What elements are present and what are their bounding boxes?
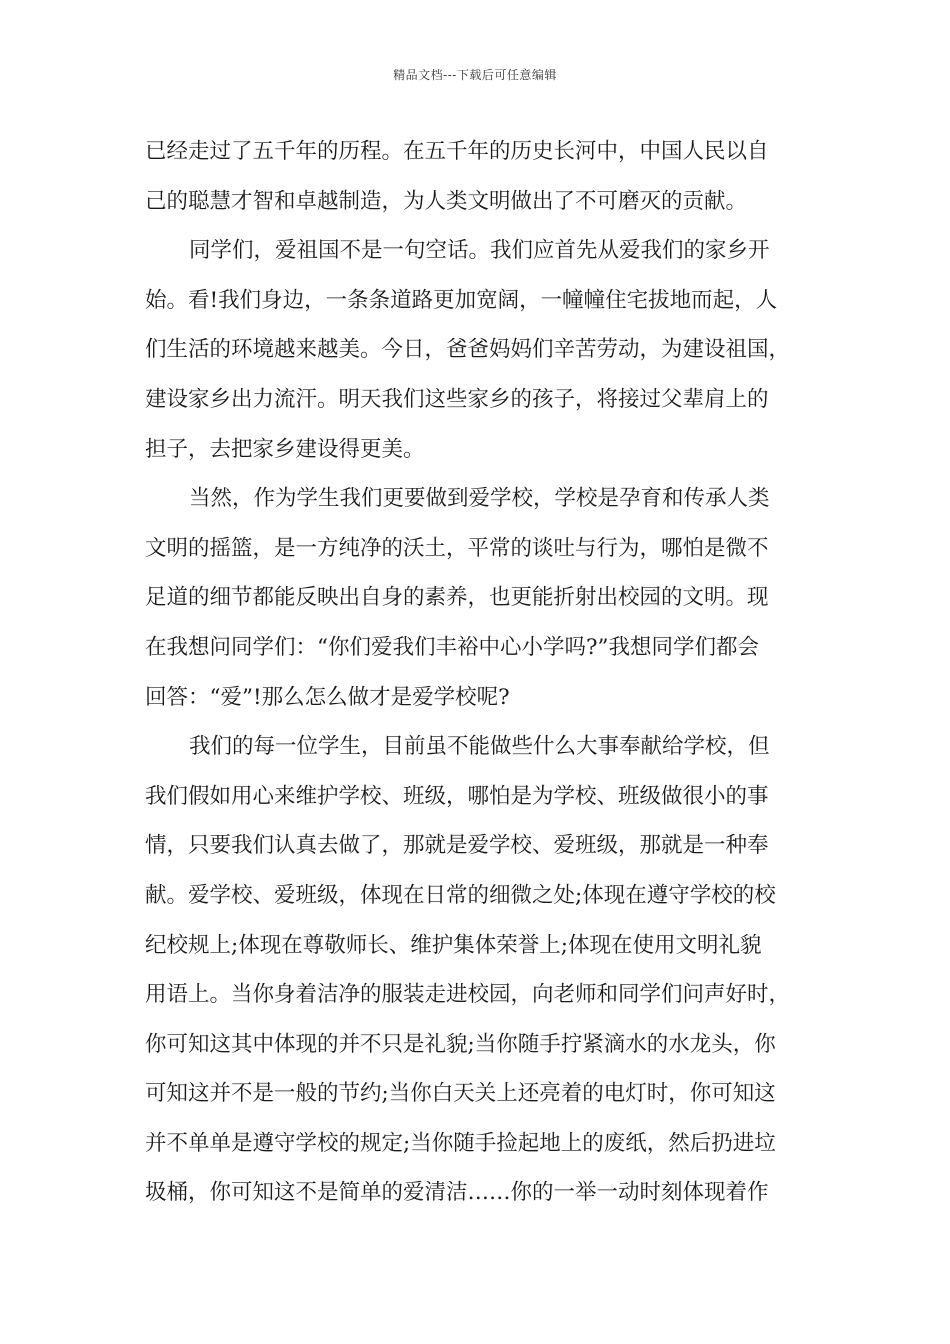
text-line: 纪校规上;体现在尊敬师长、维护集体荣誉上;体现在使用文明礼貌 <box>145 932 762 958</box>
text-line: 回答：“爱”!那么怎么做才是爱学校呢? <box>145 684 510 710</box>
text-line: 献。爱学校、爱班级，体现在日常的细微之处;体现在遵守学校的校 <box>145 882 776 908</box>
text-line: 同学们，爱祖国不是一句空话。我们应首先从爱我们的家乡开 <box>189 238 770 264</box>
text-line: 担子，去把家乡建设得更美。 <box>145 436 425 462</box>
text-line: 当然，作为学生我们更要做到爱学校，学校是孕育和传承人类 <box>189 486 770 512</box>
paragraph-3 <box>145 474 807 722</box>
paragraph-2 <box>145 226 807 474</box>
paragraph-1 <box>145 127 807 226</box>
text-line: 并不单单是遵守学校的规定;当你随手捡起地上的废纸，然后扔进垃 <box>145 1130 776 1156</box>
text-line: 用语上。当你身着洁净的服装走进校园，向老师和同学们问声好时， <box>145 982 791 1008</box>
text-line: 建设家乡出力流汗。明天我们这些家乡的孩子，将接过父辈肩上的 <box>145 386 769 412</box>
text-line: 始。看!我们身边，一条条道路更加宽阔，一幢幢住宅拔地而起，人 <box>145 287 778 313</box>
page-header: 精品文档---下载后可任意编辑 <box>393 68 557 82</box>
document-body <box>145 127 807 1218</box>
text-line: 在我想问同学们：“你们爱我们丰裕中心小学吗?”我想同学们都会 <box>145 634 760 660</box>
text-line: 圾桶，你可知这不是简单的爱清洁……你的一举一动时刻体现着作 <box>145 1180 769 1206</box>
text-line: 已经走过了五千年的历程。在五千年的历史长河中，中国人民以自 <box>145 139 769 164</box>
paragraph-4 <box>145 722 807 1218</box>
text-line: 你可知这其中体现的并不只是礼貌;当你随手拧紧滴水的水龙头，你 <box>145 1031 776 1057</box>
text-line: 我们假如用心来维护学校、班级，哪怕是为学校、班级做很小的事 <box>145 783 769 809</box>
text-line: 可知这并不是一般的节约;当你白天关上还亮着的电灯时，你可知这 <box>145 1081 776 1107</box>
text-line: 情，只要我们认真去做了，那就是爱学校、爱班级，那就是一种奉 <box>145 833 769 859</box>
text-line: 文明的摇篮，是一方纯净的沃土，平常的谈吐与行为，哪怕是微不 <box>145 535 769 561</box>
text-line: 我们的每一位学生，目前虽不能做些什么大事奉献给学校，但 <box>189 734 770 760</box>
text-line: 足道的细节都能反映出自身的素养，也更能折射出校园的文明。现 <box>145 585 769 611</box>
text-line: 们生活的环境越来越美。今日，爸爸妈妈们辛苦劳动，为建设祖国， <box>145 337 791 363</box>
text-line: 己的聪慧才智和卓越制造，为人类文明做出了不可磨灭的贡献。 <box>145 188 748 214</box>
